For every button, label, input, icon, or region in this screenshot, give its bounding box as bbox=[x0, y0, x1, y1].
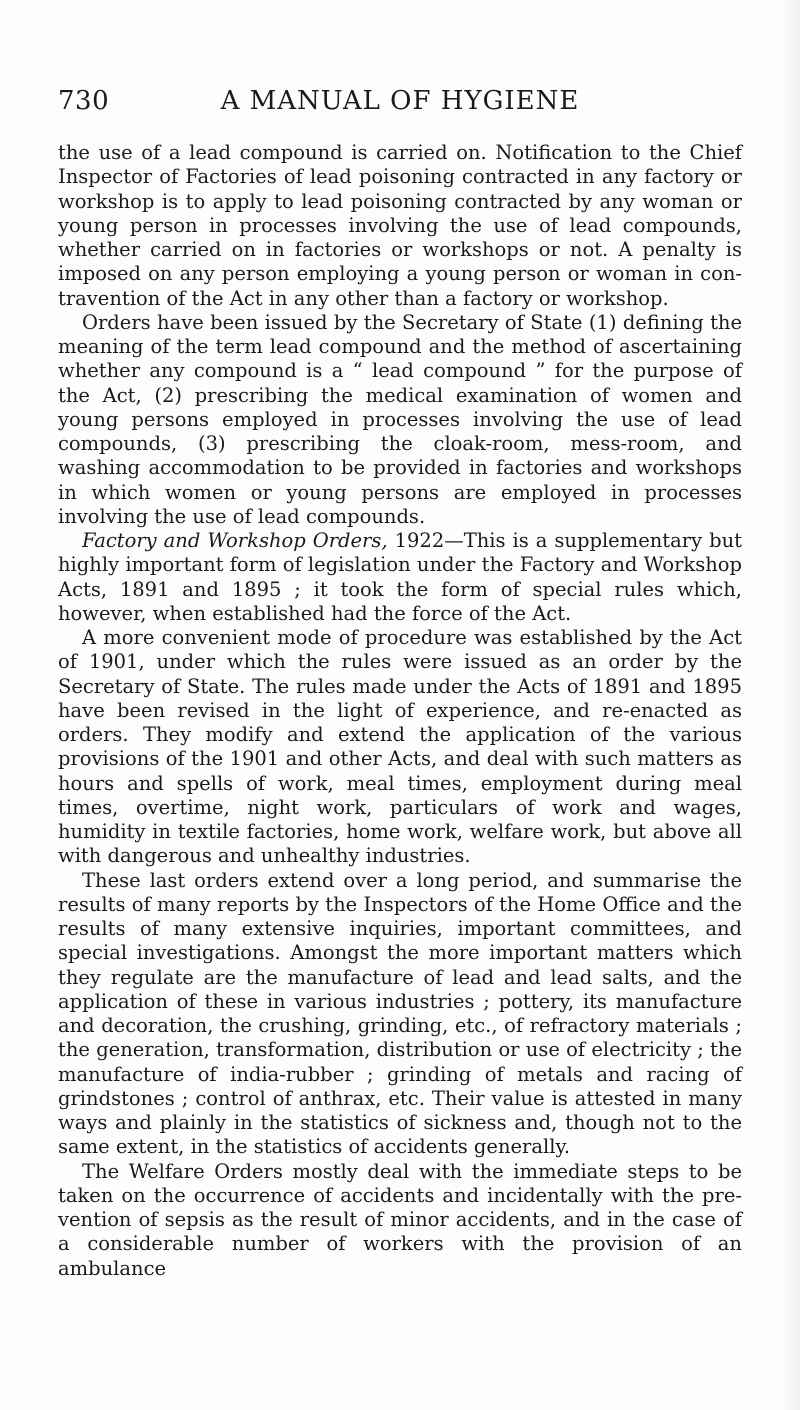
running-title: A MANUAL OF HYGIENE bbox=[220, 86, 580, 116]
paragraph: the use of a lead compound is carried on. Notification to the Chief Inspector of Factories of lead poisoning contracted in any factory or workshop is to apply to lead poisoning contracted by any woman or young person in processes involving the use of lead compounds, whether carried on in factories or workshops or not. A penalty is imposed on any person employing a young person or woman in contravention of the Act in any other than a factory or workshop. bbox=[58, 141, 742, 310]
paragraph: These last orders extend over a long period, and summarise the results of many reports by the Inspectors of the Home Office and the results of many extensive inquiries, important committees, and special investigations. Amongst the more important matters which they regulate are the manufacture of lead and lead salts, and the application of these in various industries ; pottery, its manufacture and decoration, the crushing, grinding, etc., of refractory materials ; the generation, transformation, distribution or use of electricity ; the manufacture of india-rubber ; grinding of metals and racing of grindstones ; control of anthrax, etc. Their value is attested in many ways and plainly in the statistics of sickness and, though not to the same extent, in the statistics of accidents generally. bbox=[58, 868, 742, 1159]
paragraph-text: 1922—This is a supplementary but highly important form of legislation under the Factory and Workshop Acts, 1891 and 1895 ; it took the form of special rules which, however, when established had the force of the Act. bbox=[58, 529, 742, 625]
body-text bbox=[58, 141, 742, 1281]
page-header bbox=[58, 86, 742, 122]
section-heading: Factory and Workshop Orders, bbox=[82, 529, 388, 552]
page-number: 730 bbox=[58, 86, 110, 116]
paragraph: The Welfare Orders mostly deal with the immediate steps to be taken on the occurrence of accidents and incidentally with the prevention of sepsis as the result of minor accidents, and in the case of a considerable number of workers with the provision of an ambulance bbox=[58, 1159, 742, 1280]
paragraph: Orders have been issued by the Secretary of State (1) defining the meaning of the term lead compound and the method of ascertaining whether any compound is a “ lead compound ” for the purpose of the Act, (2) prescribing the medical examination of women and young persons employed in processes involving the use of lead compounds, (3) prescribing the cloak-room, mess-room, and washing accommodation to be provided in factories and workshops in which women or young persons are employed in processes involving the use of lead compounds. bbox=[58, 310, 742, 528]
page-edge-shadow bbox=[782, 0, 800, 1410]
paragraph: A more convenient mode of procedure was established by the Act of 1901, under which the rules were issued as an order by the Secretary of State. The rules made under the Acts of 1891 and 1895 have been revised in the light of experience, and re-enacted as orders. They modify and extend the application of the various provisions of the 1901 and other Acts, and deal with such matters as hours and spells of work, meal times, employment during meal times, overtime, night work, particulars of work and wages, humidity in textile factories, home work, welfare work, but above all with dangerous and unhealthy industries. bbox=[58, 626, 742, 868]
paragraph bbox=[58, 529, 742, 626]
